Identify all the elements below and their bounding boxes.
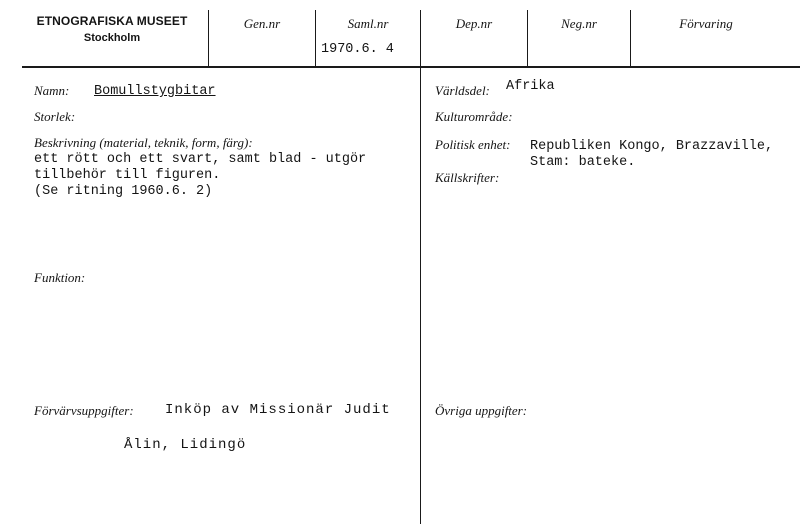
namn-label: Namn: [34,83,70,98]
namn-value: Bomullstygbitar [94,84,216,99]
beskrivning-line-1: ett rött och ett svart, samt blad - utgör [34,152,367,167]
varldsdel-value: Afrika [506,79,555,94]
museum-name: ETNOGRAFISKA MUSEET [36,14,188,28]
gen-nr-label: Gen.nr [243,16,281,31]
politisk-label: Politisk enhet: [435,137,511,152]
neg-nr-label: Neg.nr [561,16,597,31]
forvaring-label: Förvaring [679,16,733,31]
storlek-label: Storlek: [34,109,76,124]
forvarv-line-1: Inköp av Missionär Judit [165,402,391,418]
forvarv-line-2: Ålin, Lidingö [124,437,247,453]
politisk-line-1: Republiken Kongo, Brazzaville, [530,139,774,154]
politisk-line-2: Stam: bateke. [530,155,636,170]
varldsdel-label: Världsdel: [435,83,490,98]
kulturomrade-label: Kulturområde: [435,109,513,124]
museum-city: Stockholm [83,32,141,44]
forvarv-label: Förvärvsuppgifter: [34,403,134,418]
beskrivning-line-3: (Se ritning 1960.6. 2) [34,184,213,199]
funktion-label: Funktion: [34,270,86,285]
beskrivning-line-2: tillbehör till figuren. [34,168,221,183]
saml-nr-label: Saml.nr [347,16,389,31]
ovriga-label: Övriga uppgifter: [435,403,528,418]
body-center-rule [420,66,421,524]
museum-heading [22,14,202,44]
dep-nr-label: Dep.nr [455,16,493,31]
beskrivning-label: Beskrivning (material, teknik, form, färg): [34,135,253,150]
kallskrifter-label: Källskrifter: [435,170,500,185]
header-bottom-rule [22,66,800,68]
saml-nr-value: 1970.6. 4 [321,42,394,57]
